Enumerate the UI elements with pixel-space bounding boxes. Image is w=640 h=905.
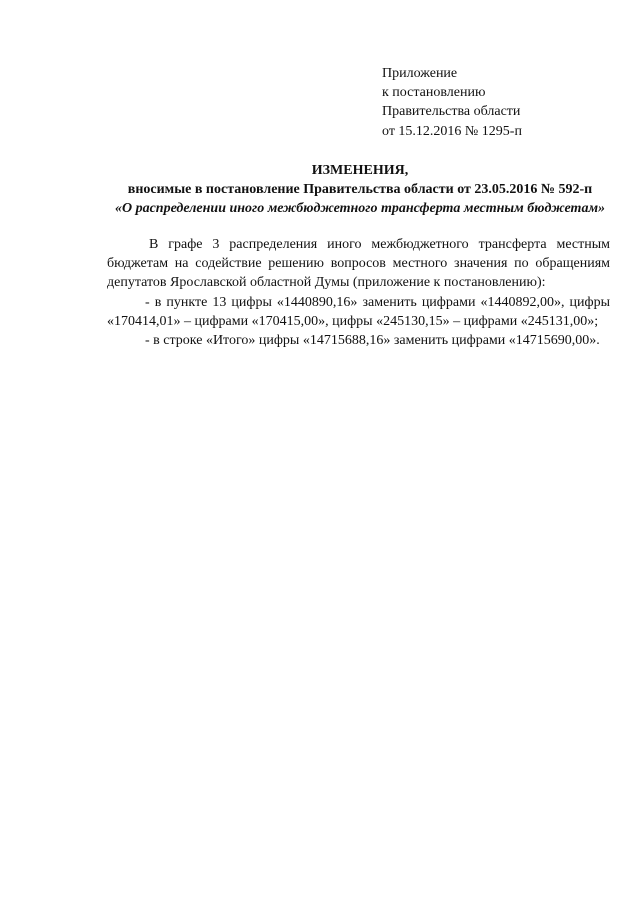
body-list-item-2: - в строке «Итого» цифры «14715688,16» заменить цифрами «14715690,00». bbox=[145, 333, 600, 349]
document-body bbox=[107, 235, 610, 350]
document-heading bbox=[100, 161, 620, 218]
body-list-item-1: - в пункте 13 цифры «1440890,16» заменить цифрами «1440892,00», цифры «170414,01» – цифрами «170415,00», цифры «245130,15» – цифрами «245131,00»; bbox=[107, 294, 610, 329]
heading-subtitle-quote: «О распределении иного межбюджетного трансферта местным бюджетам» bbox=[114, 201, 606, 216]
body-paragraph: В графе 3 распределения иного межбюджетного трансферта местным бюджетам на содействие решению вопросов местного значения по обращениям депутатов Ярославской областной Думы (приложение к постановлению): bbox=[107, 237, 610, 291]
attachment-line-2: к постановлению bbox=[382, 85, 486, 101]
attachment-note bbox=[382, 64, 522, 141]
attachment-line-3: Правительства области bbox=[382, 104, 521, 120]
attachment-line-4: от 15.12.2016 № 1295-п bbox=[382, 123, 522, 139]
heading-title: ИЗМЕНЕНИЯ, bbox=[311, 163, 409, 178]
heading-subtitle: вносимые в постановление Правительства области от 23.05.2016 № 592-п bbox=[127, 182, 593, 197]
attachment-line-1: Приложение bbox=[382, 66, 458, 81]
